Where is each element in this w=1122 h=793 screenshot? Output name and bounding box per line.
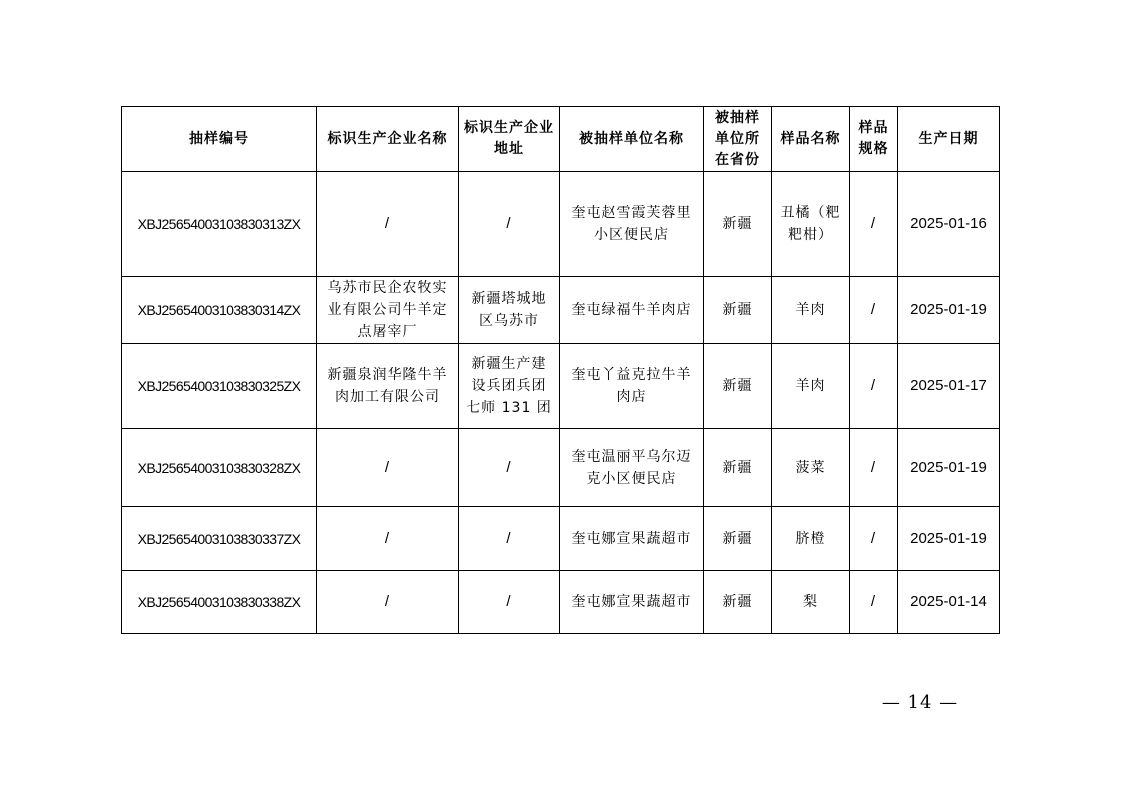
header-sample-name: 样品名称 xyxy=(772,107,850,172)
manufacturer-name-cell: / xyxy=(317,571,459,634)
province-cell: 新疆 xyxy=(704,429,772,507)
table-row xyxy=(122,172,1000,277)
province-cell: 新疆 xyxy=(704,172,772,277)
manufacturer-name-cell: / xyxy=(317,172,459,277)
production-date-cell: 2025-01-14 xyxy=(898,571,1000,634)
sampled-unit-name-cell: 奎屯温丽平乌尔迈克小区便民店 xyxy=(560,429,704,507)
sample-name-cell: 丑橘（粑粑柑） xyxy=(772,172,850,277)
sampled-unit-name-cell: 奎屯娜宣果蔬超市 xyxy=(560,507,704,571)
manufacturer-name-cell: 乌苏市民企农牧实业有限公司牛羊定点屠宰厂 xyxy=(317,277,459,344)
manufacturer-address-cell: 新疆生产建设兵团兵团七师 131 团 xyxy=(459,344,560,429)
header-sampled-unit-name: 被抽样单位名称 xyxy=(560,107,704,172)
sample-code-cell: XBJ25654003103830314ZX xyxy=(122,277,317,344)
sample-code-cell: XBJ25654003103830328ZX xyxy=(122,429,317,507)
table-row xyxy=(122,507,1000,571)
header-sample-code: 抽样编号 xyxy=(122,107,317,172)
sample-name-cell: 梨 xyxy=(772,571,850,634)
sampled-unit-name-cell: 奎屯丫益克拉牛羊肉店 xyxy=(560,344,704,429)
sample-spec-cell: / xyxy=(850,172,898,277)
province-cell: 新疆 xyxy=(704,344,772,429)
manufacturer-address-cell: 新疆塔城地区乌苏市 xyxy=(459,277,560,344)
header-manufacturer-address: 标识生产企业地址 xyxy=(459,107,560,172)
table-row xyxy=(122,344,1000,429)
page-number: — 14 — xyxy=(881,692,959,713)
header-manufacturer-name: 标识生产企业名称 xyxy=(317,107,459,172)
sampled-unit-name-cell: 奎屯赵雪霞芙蓉里小区便民店 xyxy=(560,172,704,277)
table-row xyxy=(122,429,1000,507)
sample-name-cell: 菠菜 xyxy=(772,429,850,507)
sampled-unit-name-cell: 奎屯娜宣果蔬超市 xyxy=(560,571,704,634)
header-sample-spec: 样品规格 xyxy=(850,107,898,172)
province-cell: 新疆 xyxy=(704,571,772,634)
province-cell: 新疆 xyxy=(704,277,772,344)
production-date-cell: 2025-01-17 xyxy=(898,344,1000,429)
table-row xyxy=(122,277,1000,344)
sample-code-cell: XBJ25654003103830325ZX xyxy=(122,344,317,429)
province-cell: 新疆 xyxy=(704,507,772,571)
header-production-date: 生产日期 xyxy=(898,107,1000,172)
production-date-cell: 2025-01-16 xyxy=(898,172,1000,277)
production-date-cell: 2025-01-19 xyxy=(898,507,1000,571)
table-row xyxy=(122,571,1000,634)
manufacturer-name-cell: / xyxy=(317,429,459,507)
sample-name-cell: 羊肉 xyxy=(772,344,850,429)
sample-spec-cell: / xyxy=(850,277,898,344)
sampling-results-table xyxy=(121,106,1000,634)
manufacturer-address-cell: / xyxy=(459,172,560,277)
manufacturer-name-cell: 新疆泉润华隆牛羊肉加工有限公司 xyxy=(317,344,459,429)
sample-spec-cell: / xyxy=(850,571,898,634)
manufacturer-address-cell: / xyxy=(459,507,560,571)
sample-name-cell: 脐橙 xyxy=(772,507,850,571)
header-sampled-unit-province: 被抽样单位所在省份 xyxy=(704,107,772,172)
header-row xyxy=(122,107,1000,172)
sample-code-cell: XBJ25654003103830337ZX xyxy=(122,507,317,571)
production-date-cell: 2025-01-19 xyxy=(898,277,1000,344)
sample-spec-cell: / xyxy=(850,429,898,507)
sample-spec-cell: / xyxy=(850,507,898,571)
manufacturer-address-cell: / xyxy=(459,571,560,634)
sampled-unit-name-cell: 奎屯绿福牛羊肉店 xyxy=(560,277,704,344)
sample-spec-cell: / xyxy=(850,344,898,429)
sample-name-cell: 羊肉 xyxy=(772,277,850,344)
manufacturer-address-cell: / xyxy=(459,429,560,507)
sample-code-cell: XBJ25654003103830338ZX xyxy=(122,571,317,634)
manufacturer-name-cell: / xyxy=(317,507,459,571)
sample-code-cell: XBJ25654003103830313ZX xyxy=(122,172,317,277)
production-date-cell: 2025-01-19 xyxy=(898,429,1000,507)
